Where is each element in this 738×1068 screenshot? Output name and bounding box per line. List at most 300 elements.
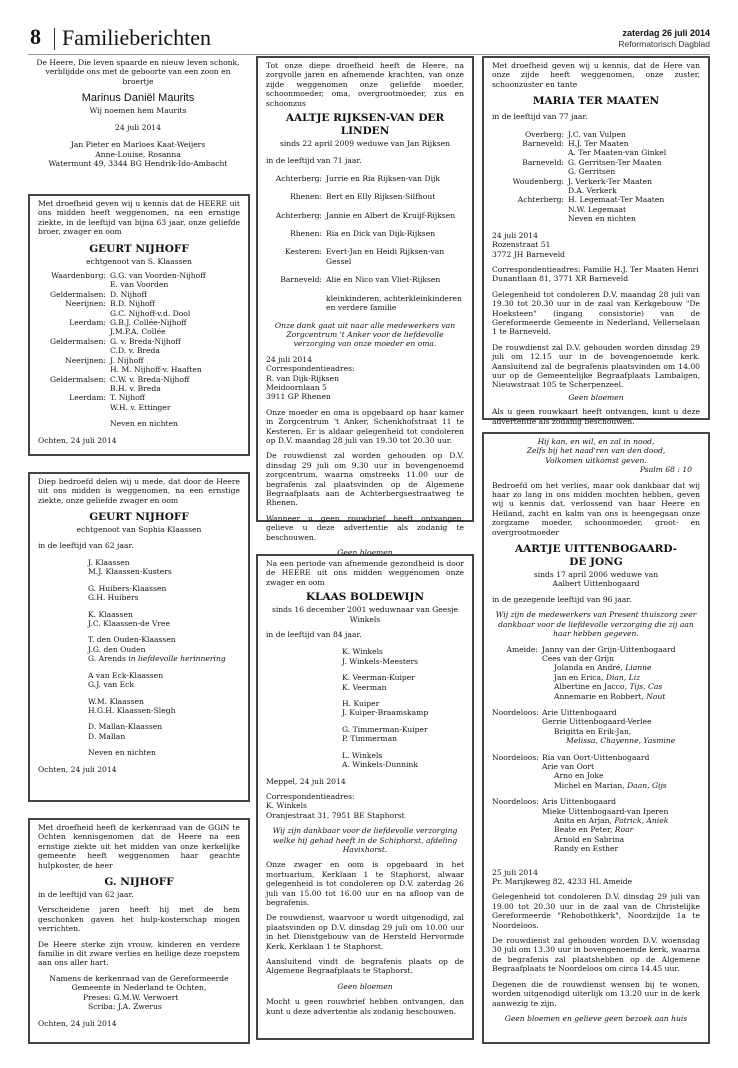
relatives-list <box>38 271 240 412</box>
widow-line-1: sinds 17 april 2006 weduwe van <box>533 570 659 580</box>
deceased-name-line-1: AARTJE UITTENBOGAARD- <box>514 543 678 556</box>
obituary-intro: Met droefheid geven wij u kennis, dat de Here van onze zijde heeft weggenomen, onze zuster, schoonzuster en tante <box>492 61 700 89</box>
viewing-text: Gelegenheid tot condoleren D.V. dinsdag 29 juli van 19.00 tot 20.30 uur in de zaal van de Christelijke Gereformeerde "Rehobothkerk", Noordzijde 1a te Noordeloos. <box>492 892 700 930</box>
relative-name: C.D. v. Breda <box>110 346 160 356</box>
relative-name: P. Timmerman <box>342 734 398 744</box>
relative-place: Leerdam: <box>69 393 106 403</box>
family-block <box>492 708 700 746</box>
family-member-name: Michel en Marian, <box>554 780 628 790</box>
relative-name <box>88 697 240 706</box>
age-line: in de leeftijd van 62 jaar. <box>38 890 134 900</box>
family-member-name: Gerrie Uittenbogaard-Verlee <box>542 717 652 727</box>
page-number: 8 <box>30 24 41 49</box>
relative-name: H. M. Nijhoff-v. Haaften <box>110 365 202 375</box>
family-member <box>542 762 700 771</box>
family-member <box>542 645 700 654</box>
blessing-text: De Heere sterke zijn vrouw, kinderen en verdere familie in dit zware verlies en heilige deze roepstem aan ons aller hart. <box>38 939 240 968</box>
family-member-name: Albertine en Jacco, <box>554 682 630 692</box>
nephews-line: Neven en nichten <box>88 748 156 758</box>
family-member-name: Jan en Erica, <box>554 672 606 682</box>
grandchildren-names: Melissa, Chayenne, Yasmine <box>566 736 676 746</box>
relative-name: G. Gerritsen <box>568 167 616 177</box>
relative-name: J.M.P.A. Collée <box>110 327 166 337</box>
family-member-name: Anita en Arjan, <box>554 816 615 825</box>
relative-name <box>88 671 240 680</box>
family-member <box>542 708 700 717</box>
relative-name <box>88 593 240 602</box>
date-line: 24 juli 2014 <box>266 354 312 364</box>
parents: Jan Pieter en Marloes Kaat-Weijers <box>70 140 206 150</box>
relative-place <box>492 148 564 157</box>
family-member-name: Arie Uittenbogaard <box>542 707 617 717</box>
relative-name: Ria en Dick van Dijk-Rijksen <box>326 229 436 239</box>
relative-place: Neerijnen: <box>65 299 106 309</box>
family-place <box>492 807 538 816</box>
funeral-text: De rouwdienst zal worden gehouden op D.V. dinsdag 29 juli om 9.30 uur in bovengenoemd zorgcentrum, waarna omstreeks 11.00 uur de begrafenis zal plaatsvinden op de Algemene Begraafplaats aan de Achterbergsestraatweg te Rhenen. <box>266 451 464 508</box>
relative-name: H. Legemaat-Ter Maaten <box>568 195 665 205</box>
relative-name: B.H. v. Breda <box>110 383 161 393</box>
relative-name: J. Nijhoff <box>110 355 144 365</box>
relative-place: Barneveld: <box>522 139 564 149</box>
relative-name <box>88 706 240 715</box>
family-member <box>542 781 700 790</box>
obituary-maria-ter-maaten <box>482 56 710 426</box>
relatives-list <box>492 130 700 224</box>
relative-name: K. Veerman <box>342 682 387 692</box>
relative-name <box>88 610 240 619</box>
family-place <box>492 762 538 771</box>
place-date: Meppel, 24 juli 2014 <box>266 776 346 786</box>
family-member <box>542 692 700 701</box>
family-place <box>492 673 538 682</box>
relative-row <box>266 275 464 284</box>
family-place <box>492 781 538 790</box>
family-place: Noordeloos: <box>492 797 539 807</box>
obituary-klaas-boldewijn <box>256 554 474 1040</box>
family-place <box>492 682 538 691</box>
deceased-name: GEURT NIJHOFF <box>89 511 189 524</box>
age-line: in de leeftijd van 71 jaar. <box>266 156 362 166</box>
relative-name: J. Verkerk-Ter Maaten <box>568 176 652 186</box>
thanks-text: Wij zijn dankbaar voor de liefdevolle verzorging welke hij gehad heeft in de Schiphorst, afdeling Havixhorst. <box>272 826 458 854</box>
burial-text: Aansluitend vindt de begrafenis plaats op de Algemene Begraafplaats te Staphorst. <box>266 957 464 976</box>
child-name: Marinus Daniël Maurits <box>81 92 195 105</box>
relative-row <box>266 174 464 183</box>
correspondence-name: R. van Dijk-Rijksen <box>266 373 339 383</box>
relative-place: Woudenberg: <box>512 176 564 186</box>
relative-name-text: G.H. Huibers <box>88 593 139 603</box>
group-spacer <box>342 744 464 751</box>
family-member-name: Arie van Oort <box>542 761 595 771</box>
relative-name <box>88 680 240 689</box>
family-member <box>542 825 700 834</box>
relative-name <box>88 635 240 644</box>
relative-name-text: A van Eck-Klaassen <box>88 670 164 680</box>
family-member-name: Mieke Uittenbogaard-van Iperen <box>542 806 669 816</box>
obituary-intro: Na een periode van afnemende gezondheid is door de HEERE uit ons midden weggenomen onze zwager en oom <box>266 559 464 587</box>
relative-row <box>266 211 464 220</box>
relative-name: Evert-Jan en Heidi Rijksen-van Gessel <box>326 247 445 266</box>
relative-name: D.A. Verkerk <box>568 186 617 196</box>
group-spacer <box>88 690 240 697</box>
widow-line-2: Aalbert Uittenbogaard <box>552 579 640 589</box>
verse-line-3: Volkomen uitkomst geven. <box>545 455 647 465</box>
family-place <box>492 835 538 844</box>
place-date: Ochten, 24 juli 2014 <box>38 435 117 445</box>
family-member-name: Ria van Oort-Uittenbogaard <box>542 752 650 762</box>
relative-place: Rhenen: <box>290 229 322 239</box>
funeral-text: De rouwdienst, waarvoor u wordt uitgenodigd, zal plaatsvinden op D.V. dinsdag 29 juli om 10.00 uur in het Dienstgebouw van de Hersteld Hervormde Kerk, Kerklaan 1 te Staphorst. <box>266 913 464 951</box>
relative-name: J.C. van Vulpen <box>568 129 626 139</box>
relative-name-text: D. Mallan-Klaassen <box>88 722 163 732</box>
relative-name <box>88 619 240 628</box>
deceased-name: KLAAS BOLDEWIJN <box>305 591 425 604</box>
relative-place <box>38 346 106 355</box>
preses-name: G.M.W. Verwoert <box>113 992 179 1002</box>
family-block <box>492 797 700 853</box>
relatives-grid <box>492 130 700 224</box>
family-member-name: Janny van der Grijn-Uittenbogaard <box>542 644 676 654</box>
street-line: Rozenstraat 51 <box>492 240 551 250</box>
verse-reference: Psalm 68 : 10 <box>639 465 692 475</box>
family-member <box>542 663 700 672</box>
relative-name: G.C. Nijhoff-v.d. Dool <box>110 308 191 318</box>
scriba-label: Scriba: <box>88 1002 116 1012</box>
viewing-text: Onze zwager en oom is opgebaard in het mortuarium, Kerklaan 1 te Staphorst, alwaar gelegenheid is tot condoleren op D.V. zaterdag 26 juli van 15.00 tot 16.00 uur en na afloop van de begrafenis. <box>266 860 464 907</box>
obituary-aaltje-rijksen <box>256 56 474 558</box>
relative-name-text: T. den Ouden-Klaassen <box>88 635 176 645</box>
family-member-name: Beate en Peter, <box>554 825 615 835</box>
no-flowers: Geen bloemen <box>568 392 624 402</box>
relative-place <box>38 309 106 318</box>
header-divider <box>54 28 55 50</box>
relative-name: A. Winkels-Dunnink <box>342 760 418 770</box>
family-member-name: Randy en Esther <box>554 844 619 854</box>
siblings: Anne-Louise, Rosanna <box>95 149 181 159</box>
family-place <box>492 771 538 780</box>
group-spacer <box>88 715 240 722</box>
family-place <box>492 692 538 701</box>
relative-name: G. v. Breda-Nijhoff <box>110 336 181 346</box>
birth-announcement <box>28 56 248 178</box>
correspondence-name: K. Winkels <box>266 801 307 811</box>
group-spacer <box>342 666 464 673</box>
obituary-intro: Tot onze diepe droefheid heeft de Heere, na zorgvolle jaren en afnemende krachten, van onze zijde weggenomen onze geliefde moeder, schoonmoeder, oma, overgrootmoeder, zus en schoonzus <box>266 61 464 108</box>
relative-place <box>492 167 564 176</box>
relative-place: Overberg: <box>524 129 564 139</box>
widow-line: sinds 22 april 2009 weduwe van Jan Rijksen <box>279 139 451 149</box>
relatives-list <box>266 647 464 769</box>
family-line: en verdere familie <box>326 303 397 313</box>
family-place: Noordeloos: <box>492 707 539 717</box>
relative-name <box>88 584 240 593</box>
relative-place <box>38 365 106 374</box>
family-block <box>492 645 700 701</box>
family-place <box>492 717 538 726</box>
correspondence-city: 3911 GP Rhenen <box>266 392 331 402</box>
relative-name: K. Veerman-Kuiper <box>342 673 415 683</box>
address-line: Pr. Marijkeweg 82, 4233 HL Ameide <box>492 877 633 887</box>
date-line: 24 juli 2014 <box>492 230 538 240</box>
city-line: 3772 JH Barneveld <box>492 249 566 259</box>
relative-place: Kesteren: <box>285 247 322 257</box>
relatives-list <box>38 558 240 741</box>
family-member <box>542 673 700 682</box>
family-member-name: Arnold en Sabrina <box>554 834 625 844</box>
relative-place <box>38 280 106 289</box>
grandchildren-line: kleinkinderen, achterkleinkinderen <box>326 293 462 303</box>
family-place <box>492 654 538 663</box>
obituary-intro: Met droefheid heeft de kerkenraad van de GGiN te Ochten kennisgenomen dat de Heere na een ernstige ziekte uit het midden van onze kerkelijke gemeente heeft weggenomen haar geachte hulpkoster, de heer <box>38 823 240 870</box>
thanks-text: Wij zijn de medewerkers van Present thuiszorg zeer dankbaar voor de liefdevolle verzorging die zij aan haar hebben gegeven. <box>495 610 697 639</box>
relative-name-text: K. Klaassen <box>88 609 133 619</box>
relative-name: Bert en Elly Rijksen-Silfhout <box>326 192 436 202</box>
obituary-aartje-uittenbogaard <box>482 432 710 1044</box>
grandchildren-names: Nout <box>646 691 666 701</box>
family-member <box>542 797 700 806</box>
obituary-geurt-nijhoff-inlaws <box>28 472 250 802</box>
correspondence-label: Correspondentieadres: <box>266 791 355 801</box>
announcement-intro: De Heere, Die leven spaarde en nieuw leven schonk, verblijdde ons met de geboorte van een zoon en broertje <box>36 58 240 86</box>
family-place <box>492 663 538 672</box>
relative-place <box>492 214 564 223</box>
relative-place: Neerijnen: <box>65 355 106 365</box>
deceased-name: MARIA TER MAATEN <box>532 95 660 108</box>
called-name: Wij noemen hem Maurits <box>89 105 187 115</box>
relative-place: Achterberg: <box>517 195 564 205</box>
date-line: 25 juli 2014 <box>492 867 538 877</box>
relative-name-text: W.M. Klaassen <box>88 696 144 706</box>
spouse-line: echtgenoot van Sophia Klaassen <box>76 525 202 535</box>
relative-name: L. Winkels <box>342 750 383 760</box>
family-member <box>542 753 700 762</box>
obituary-intro: Bedroefd om het verlies, maar ook dankbaar dat wij haar zo lang in ons midden mochten hebben, geven wij u kennis dat, verlossend van haar Heere en Heiland, zacht en kalm van ons is heengegaan onze zorgzame moeder, schoonmoeder, groot- en overgrootmoeder <box>492 480 700 537</box>
age-line: in de gezegende leeftijd van 96 jaar. <box>492 594 632 604</box>
family-member-name: Cees van der Grijn <box>542 653 614 663</box>
age-line: in de leeftijd van 62 jaar. <box>38 540 134 550</box>
family-member <box>542 844 700 853</box>
grandchildren-names: Lianne <box>625 663 652 673</box>
relative-name: A. Ter Maaten-van Ginkel <box>568 148 667 158</box>
relative-place <box>38 403 106 412</box>
viewing-text: Gelegenheid tot condoleren D.V. maandag 28 juli van 19.30 tot 20.30 uur in de zaal van Kerkgebouw "De Hoeksteen" (ingang consistorie) van de Gereformeerde Gemeente in Nederland, Vellerselaan 1 te Barneveld. <box>492 289 700 337</box>
relative-name-text: H.G.H. Klaassen-Slegh <box>88 705 176 715</box>
relative-place: Achterberg: <box>275 210 322 220</box>
newspaper-name: Reformatorisch Dagblad <box>618 39 710 49</box>
relative-name: W.H. v. Ettinger <box>110 402 171 412</box>
relative-name-text: G. Arends <box>88 654 126 664</box>
relative-place <box>492 186 564 195</box>
correspondence-label: Correspondentieadres: <box>266 364 355 374</box>
relative-name-text: D. Mallan <box>88 731 126 741</box>
grandchildren-names: Daan, Gijs <box>627 780 667 790</box>
family-member <box>542 771 700 780</box>
relative-name: H. Kuiper <box>342 699 380 709</box>
funeral-text: De rouwdienst zal gehouden worden D.V. woensdag 30 juli om 13.30 uur in bovengenoemde kerk, waarna de begrafenis zal plaatshebben op de Algemene Begraafplaats te Noordeloos om circa 14.45 uur. <box>492 936 700 974</box>
family-member <box>542 717 700 726</box>
correspondence-street: Oranjestraat 31, 7951 BE Staphorst <box>266 810 405 820</box>
relative-name: Neven en nichten <box>568 214 636 224</box>
family-place <box>492 727 538 736</box>
relative-name <box>88 558 240 567</box>
family-place <box>492 816 538 825</box>
family-member <box>542 736 700 745</box>
relative-name: D. Nijhoff <box>110 289 147 299</box>
family-member-name: Aris Uittenbogaard <box>542 797 617 807</box>
family-member-name: Arno en Joke <box>554 771 604 781</box>
relative-place <box>492 205 564 214</box>
obituary-intro: Diep bedroefd delen wij u mede, dat door de Heere uit ons midden is weggenomen, na een ernstige ziekte, onze geliefde zwager en oom <box>38 477 240 505</box>
place-date: Ochten, 24 juli 2014 <box>38 764 117 774</box>
scriba-row <box>38 1002 240 1011</box>
relatives-list <box>492 645 700 854</box>
family-member-name: Jolanda en André, <box>554 663 626 673</box>
correspondence-text: Correspondentieadres: Familie H.J. Ter Maaten Henri Dunantlaan 81, 3771 XR Barneveld <box>492 264 699 284</box>
group-spacer <box>342 692 464 699</box>
relative-name-text: J.C. Klaassen-de Vree <box>88 619 171 629</box>
family-member <box>542 807 700 816</box>
relative-row <box>266 192 464 201</box>
family-place <box>492 825 538 834</box>
church-signoff: Namens de kerkenraad van de Gereformeerde Gemeente in Nederland te Ochten, <box>49 973 229 993</box>
grandchildren-names: Dian, Liz <box>605 672 641 682</box>
relative-name: J. Winkels-Meesters <box>342 656 418 666</box>
remembrance-note: in liefdevolle herinnering <box>128 654 226 664</box>
grandchildren-names: Roar <box>614 825 634 835</box>
family-place <box>492 736 538 745</box>
verse-line-2: Zelfs bij het naad'ren van den dood, <box>526 446 666 456</box>
family-block <box>492 753 700 791</box>
relative-name <box>88 567 240 576</box>
obituary-geurt-nijhoff-family <box>28 194 250 456</box>
family-member <box>542 727 700 736</box>
relative-name <box>88 654 240 663</box>
invite-text: Degenen die de rouwdienst wensen bij te wonen, worden uitgenodigd uiterlijk om 13.20 uur in de kerk aanwezig te zijn. <box>492 979 700 1008</box>
relative-name <box>88 732 240 741</box>
request-text: Als u geen rouwkaart heeft ontvangen, kunt u deze advertentie als zodanig beschouwen. <box>492 407 700 426</box>
family-place: Noordeloos: <box>492 752 539 762</box>
scriba-name: J.A. Zwerus <box>117 1002 162 1012</box>
no-flowers: Geen bloemen <box>337 981 393 991</box>
relative-name: T. Nijhoff <box>110 393 146 403</box>
group-spacer <box>88 603 240 610</box>
family-member <box>542 682 700 691</box>
relative-name: G. Gerritsen-Ter Maaten <box>568 157 662 167</box>
relative-place: Geldermalsen: <box>50 289 106 299</box>
family-place: Ameide: <box>506 644 538 654</box>
group-spacer <box>88 628 240 635</box>
relative-name: B.D. Nijhoff <box>110 299 155 309</box>
relative-name: N.W. Legemaat <box>568 204 627 214</box>
no-flowers: Geen bloemen <box>337 548 393 558</box>
relative-name: Jurrie en Ria Rijksen-van Dijk <box>326 173 440 183</box>
deceased-name-line-2: DE JONG <box>569 556 623 569</box>
relative-place: Waardenburg: <box>51 271 106 281</box>
deceased-name: G. NIJHOFF <box>104 876 174 889</box>
no-flowers: Geen bloemen en gelieve geen bezoek aan huis <box>504 1013 688 1023</box>
relative-place <box>38 327 106 336</box>
grandchildren-names: Patrick, Aniek <box>614 816 669 825</box>
grandchildren-names: Tijs, Cas <box>629 682 663 692</box>
funeral-text: De rouwdienst zal D.V. gehouden worden dinsdag 29 juli om 12.15 uur in de bovengenoemde kerk. Aansluitend zal de begrafenis plaatsvinden om 14.00 uur op de Gemeentelijke Begraafplaats Lambalgen, Nieuwstraat 105 te Scherpenzeel. <box>492 342 700 390</box>
family-member-name: Annemarie en Robbert, <box>554 691 647 701</box>
relative-name-text: G. Huibers-Klaassen <box>88 583 167 593</box>
section-title: Familieberichten <box>62 25 212 50</box>
relative-name <box>88 722 240 731</box>
verse-line-1: Hij kan, en wil, en zal in nood, <box>537 437 655 446</box>
thanks-text: Onze dank gaat uit naar alle medewerkers van Zorgcentrum 't Anker voor de liefdevolle verzorging van onze moeder en oma. <box>274 320 456 349</box>
relative-name: H.J. Ter Maaten <box>568 139 629 149</box>
relative-place: Barneveld: <box>280 275 322 285</box>
relative-place: Geldermalsen: <box>50 336 106 346</box>
family-member-name: Brigitta en Erik-Jan, <box>554 726 632 736</box>
relative-name: C.W. v. Breda-Nijhoff <box>110 374 190 384</box>
obituary-intro: Met droefheid geven wij u kennis dat de HEERE uit ons midden heeft weggenomen, na een ernstige ziekte, in de leeftijd van bijna 63 jaar, onze geliefde broer, zwager en oom <box>38 199 240 237</box>
relative-place: Rhenen: <box>290 192 322 202</box>
deceased-name: GEURT NIJHOFF <box>89 242 189 255</box>
place-date: Ochten, 24 juli 2014 <box>38 1018 117 1028</box>
relative-name: G. Timmerman-Kuiper <box>342 724 428 734</box>
relative-name: Jannie en Albert de Kruijf-Rijksen <box>326 210 456 220</box>
age-line: in de leeftijd van 84 jaar. <box>266 630 362 640</box>
relative-place <box>38 384 106 393</box>
nephews-line: Neven en nichten <box>110 419 178 429</box>
relative-row <box>266 229 464 238</box>
correspondence-street: Meidoornlaan 5 <box>266 382 327 392</box>
relative-place: Achterberg: <box>275 173 322 183</box>
preses-row <box>38 993 240 1002</box>
deceased-name: AALTJE RIJKSEN-VAN DER LINDEN <box>285 112 445 138</box>
group-spacer <box>342 718 464 725</box>
address: Watermunt 49, 3344 BG Hendrik-Ido-Ambacht <box>48 159 228 169</box>
relative-place: Geldermalsen: <box>50 374 106 384</box>
relative-place: Leerdam: <box>69 318 106 328</box>
issue-date: zaterdag 26 juli 2014 <box>622 28 710 38</box>
group-spacer <box>88 577 240 584</box>
obituary-g-nijhoff-church <box>28 818 250 1044</box>
relative-name-text: J. Klaassen <box>88 558 130 568</box>
relatives-list <box>266 174 464 285</box>
relative-name-text: G.J. van Eck <box>88 680 135 690</box>
family-member <box>542 816 700 825</box>
relative-name: K. Winkels <box>342 647 383 657</box>
age-line: in de leeftijd van 77 jaar. <box>492 112 588 122</box>
service-text: Verscheidene jaren heeft hij met de hem geschonken gaven het hulp-kosterschap mogen verrichten. <box>38 905 240 934</box>
spouse-line: echtgenoot van S. Klaassen <box>86 256 192 266</box>
request-text: Wanneer u geen rouwbrief heeft ontvangen, gelieve u deze advertentie als zodanig te beschouwen. <box>266 513 464 542</box>
family-member <box>542 654 700 663</box>
preses-label: Preses: <box>83 992 112 1002</box>
relative-name-text: J.G. den Ouden <box>88 644 146 654</box>
relative-row <box>266 247 464 266</box>
group-spacer <box>88 664 240 671</box>
relative-name: G.G. van Voorden-Nijhoff <box>110 271 206 281</box>
widower-line: sinds 16 december 2001 weduwnaar van Geesje Winkels <box>271 605 459 624</box>
birth-date: 24 juli 2014 <box>115 123 161 133</box>
relative-name: E. van Voorden <box>110 280 169 290</box>
relative-place: Barneveld: <box>522 157 564 167</box>
relatives-grid <box>38 271 240 412</box>
relative-name-text: M.J. Klaassen-Kusters <box>88 567 172 577</box>
family-place <box>492 844 538 853</box>
relative-name: Alie en Nico van Vliet-Rijksen <box>326 275 441 285</box>
relative-name <box>88 645 240 654</box>
viewing-text: Onze moeder en oma is opgebaard op haar kamer in Zorgcentrum 't Anker, Schenkhofstraat 11 te Kesteren. Er is aldaar gelegenheid tot condoleren op D.V. maandag 28 juli van 19.30 tot 20.30 uur. <box>266 407 464 445</box>
request-text: Mocht u geen rouwbrief hebben ontvangen, dan kunt u deze advertentie als zodanig beschouwen. <box>266 997 464 1016</box>
relative-name: G.B.J. Collée-Nijhoff <box>110 318 187 328</box>
family-member <box>542 835 700 844</box>
page-header <box>28 24 710 55</box>
